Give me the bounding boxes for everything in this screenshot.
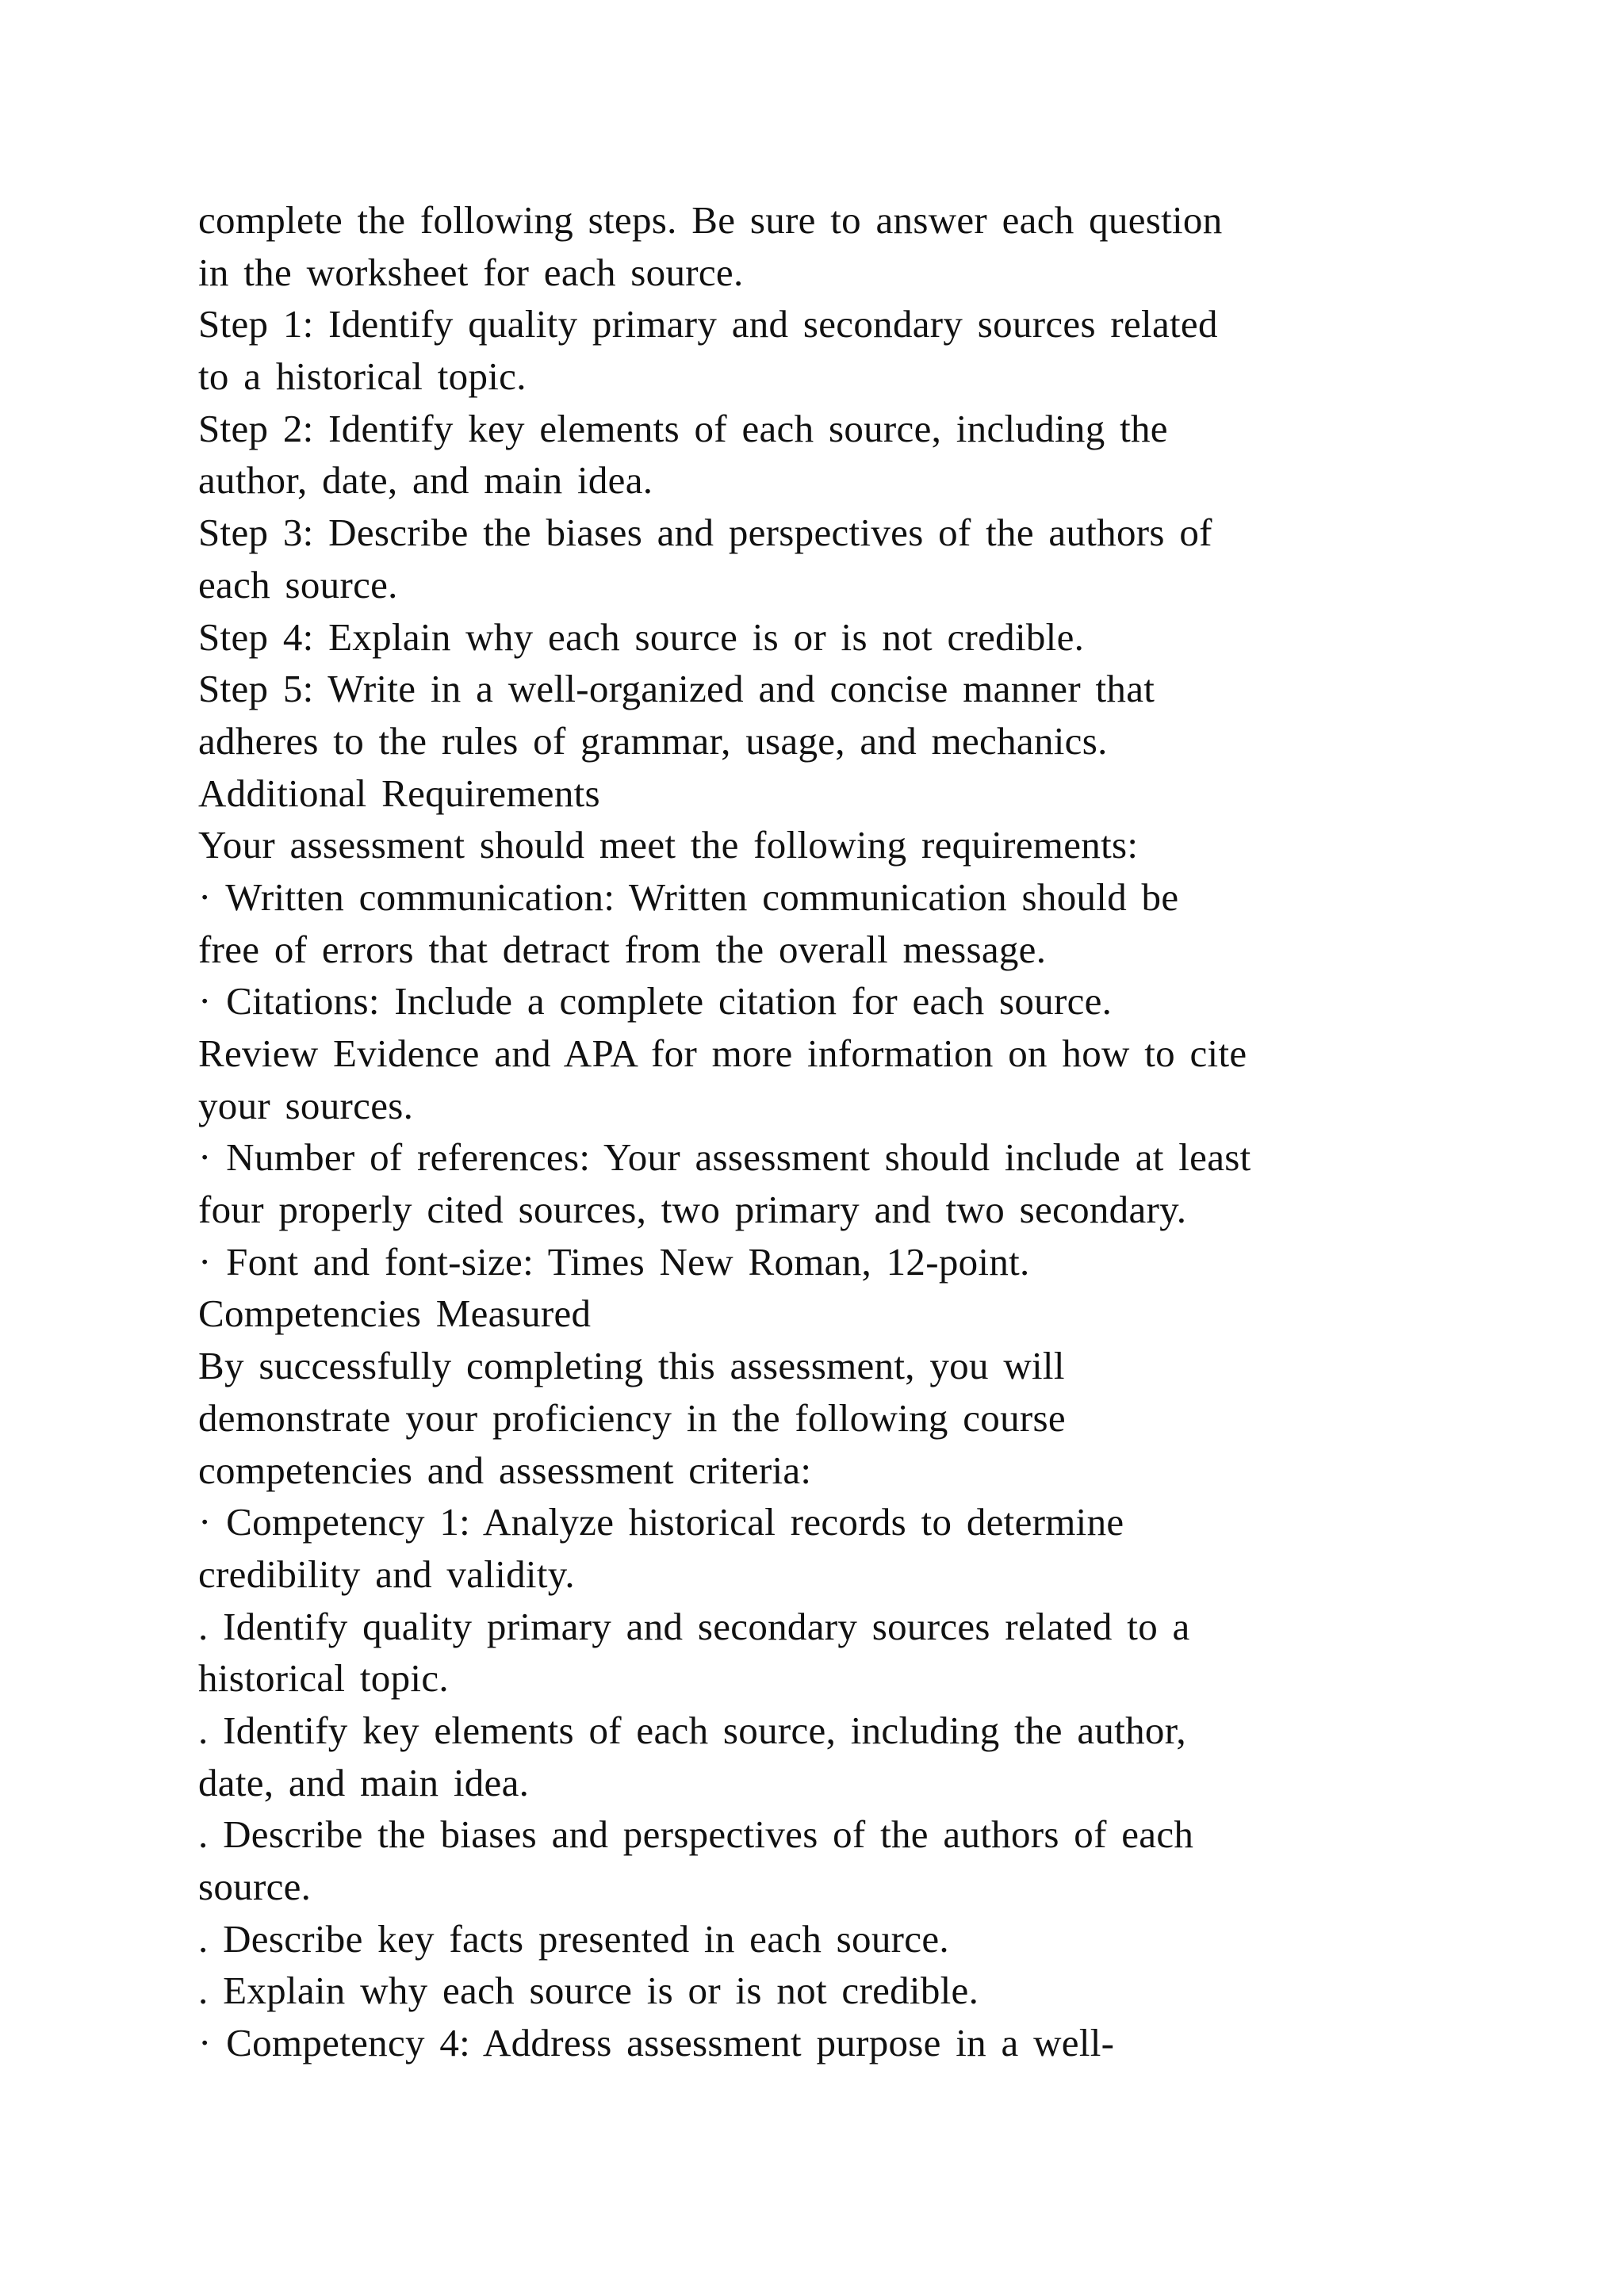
text-line: Review Evidence and APA for more information on how to cite <box>198 1031 1247 1075</box>
step-3-line: Step 3: Describe the biases and perspectives of the authors of <box>198 511 1212 555</box>
criterion-line: . Identify quality primary and secondary sources related to a <box>198 1604 1190 1648</box>
step-2-line: Step 2: Identify key elements of each source, including the <box>198 406 1168 450</box>
document-text <box>198 194 1515 2069</box>
text-line: competencies and assessment criteria: <box>198 1448 812 1492</box>
text-line: in the worksheet for each source. <box>198 250 744 294</box>
text-line: source. <box>198 1865 312 1908</box>
text-line: your sources. <box>198 1083 414 1127</box>
text-line: By successfully completing this assessment, you will <box>198 1344 1065 1388</box>
text-line: credibility and validity. <box>198 1552 575 1596</box>
text-line: each source. <box>198 562 398 607</box>
bullet-number-of-references: · Number of references: Your assessment should include at least <box>198 1135 1251 1180</box>
step-5-line: Step 5: Write in a well-organized and concise manner that <box>198 667 1155 711</box>
bullet-written-communication: · Written communication: Written communication should be <box>198 874 1179 919</box>
criterion-line: . Describe the biases and perspectives of the authors of each <box>198 1812 1194 1857</box>
text-line: free of errors that detract from the overall message. <box>198 927 1047 971</box>
text-line: historical topic. <box>198 1656 449 1701</box>
criterion-line: . Describe key facts presented in each source. <box>198 1916 949 1961</box>
bullet-font: · Font and font-size: Times New Roman, 12-point. <box>198 1239 1030 1284</box>
text-line: four properly cited sources, two primary and two secondary. <box>198 1188 1187 1232</box>
bullet-competency-1: · Competency 1: Analyze historical records to determine <box>198 1500 1124 1544</box>
section-heading-additional-requirements: Additional Requirements <box>198 771 600 815</box>
criterion-line: . Explain why each source is or is not credible. <box>198 1969 979 2013</box>
text-line: author, date, and main idea. <box>198 458 653 503</box>
text-line: Your assessment should meet the following requirements: <box>198 823 1139 867</box>
text-line: date, and main idea. <box>198 1760 530 1804</box>
section-heading-competencies-measured: Competencies Measured <box>198 1292 592 1336</box>
text-line: complete the following steps. Be sure to answer each question <box>198 198 1223 242</box>
text-line: adheres to the rules of grammar, usage, and mechanics. <box>198 718 1108 763</box>
step-4-line: Step 4: Explain why each source is or is not credible. <box>198 614 1085 659</box>
bullet-citations: · Citations: Include a complete citation for each source. <box>198 979 1113 1024</box>
criterion-line: . Identify key elements of each source, including the author, <box>198 1708 1186 1752</box>
step-1-line: Step 1: Identify quality primary and secondary sources related <box>198 302 1218 346</box>
text-line: demonstrate your proficiency in the following course <box>198 1395 1066 1440</box>
bullet-competency-4: · Competency 4: Address assessment purpose in a well- <box>198 2021 1115 2065</box>
text-line: to a historical topic. <box>198 354 527 399</box>
